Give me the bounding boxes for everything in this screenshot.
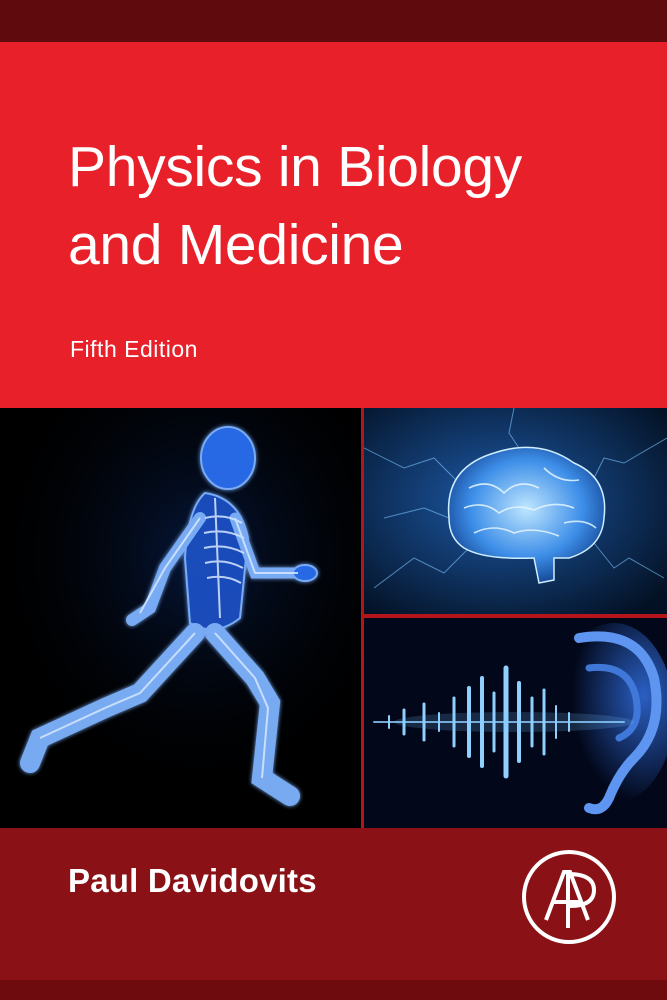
brain-image: [364, 408, 667, 614]
top-strip: [0, 0, 667, 42]
ear-soundwave-image: [364, 618, 667, 828]
author-name: Paul Davidovits: [68, 862, 317, 899]
book-title-line-2: and Medicine: [68, 213, 404, 277]
book-title-line-1: Physics in Biology: [68, 135, 522, 199]
xray-runner-image: [0, 408, 361, 828]
bottom-edge: [0, 980, 667, 1000]
image-strip: [0, 408, 667, 828]
edition-label: Fifth Edition: [70, 336, 198, 362]
publisher-logo-icon: [520, 848, 618, 946]
